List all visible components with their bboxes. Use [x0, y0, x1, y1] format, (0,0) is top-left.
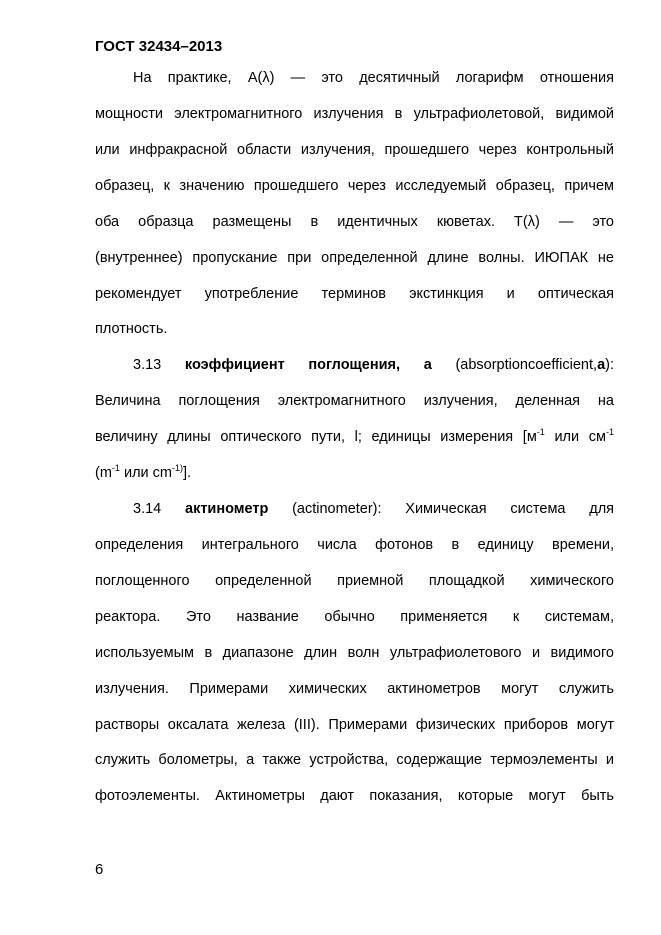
text-line: ($m^{-1}$ или $cm^{-1)}$]. — [95, 463, 192, 481]
text-line: На практике, A(λ) — это десятичный логарифм отношения — [133, 70, 614, 86]
text-line: определения интегрального числа фотонов в единицу времени, — [95, 537, 614, 553]
section-number: 3.14 — [133, 501, 162, 517]
text-line: оба образца размещены в идентичных кюветах. T(λ) — это — [95, 214, 614, 230]
term-title: актинометр — [185, 501, 269, 517]
text-line: фотоэлементы. Актинометры дают показания, которые могут быть — [95, 788, 614, 804]
term-title: коэффициент поглощения, a — [184, 357, 432, 373]
text-line: или инфракрасной области излучения, прошедшего через контрольный — [95, 142, 614, 158]
text-line: (внутреннее) пропускание при определенной длине волны. ИЮПАК не — [95, 250, 614, 266]
text-line: используемым в диапазоне длин волн ультрафиолетового и видимого — [95, 645, 614, 661]
text-line: поглощенного определенной приемной площадкой химического — [95, 573, 614, 589]
section-number: 3.13 — [133, 357, 162, 373]
text-line: величину длины оптического пути, l; единицы измерения [$м^{-1}$ или $см^{-1}$ — [95, 427, 614, 445]
term-english: (absorptioncoefficient,a): — [455, 357, 614, 373]
text-line: реактора. Это название обычно применяется к системам, — [95, 609, 614, 625]
page-number: 6 — [95, 861, 104, 878]
text-line: мощности электромагнитного излучения в ультрафиолетовой, видимой — [95, 106, 614, 122]
text-line: служить болометры, а также устройства, содержащие термоэлементы и — [95, 752, 614, 768]
text-line: излучения. Примерами химических актинометров могут служить — [95, 681, 614, 697]
text-line: образец, к значению прошедшего через исследуемый образец, причем — [95, 178, 614, 194]
term-line — [95, 357, 614, 377]
text-line: плотность. — [95, 321, 168, 337]
term-definition-start: (actinometer): Химическая система для — [292, 501, 615, 517]
text-line: растворы оксалата железа (III). Примерами физических приборов могут — [95, 717, 614, 733]
term-line — [95, 501, 614, 521]
text-line: рекомендует употребление терминов экстинкция и оптическая — [95, 286, 614, 302]
text-line: Величина поглощения электромагнитного излучения, деленная на — [95, 393, 614, 409]
document-header: ГОСТ 32434–2013 — [95, 38, 223, 55]
